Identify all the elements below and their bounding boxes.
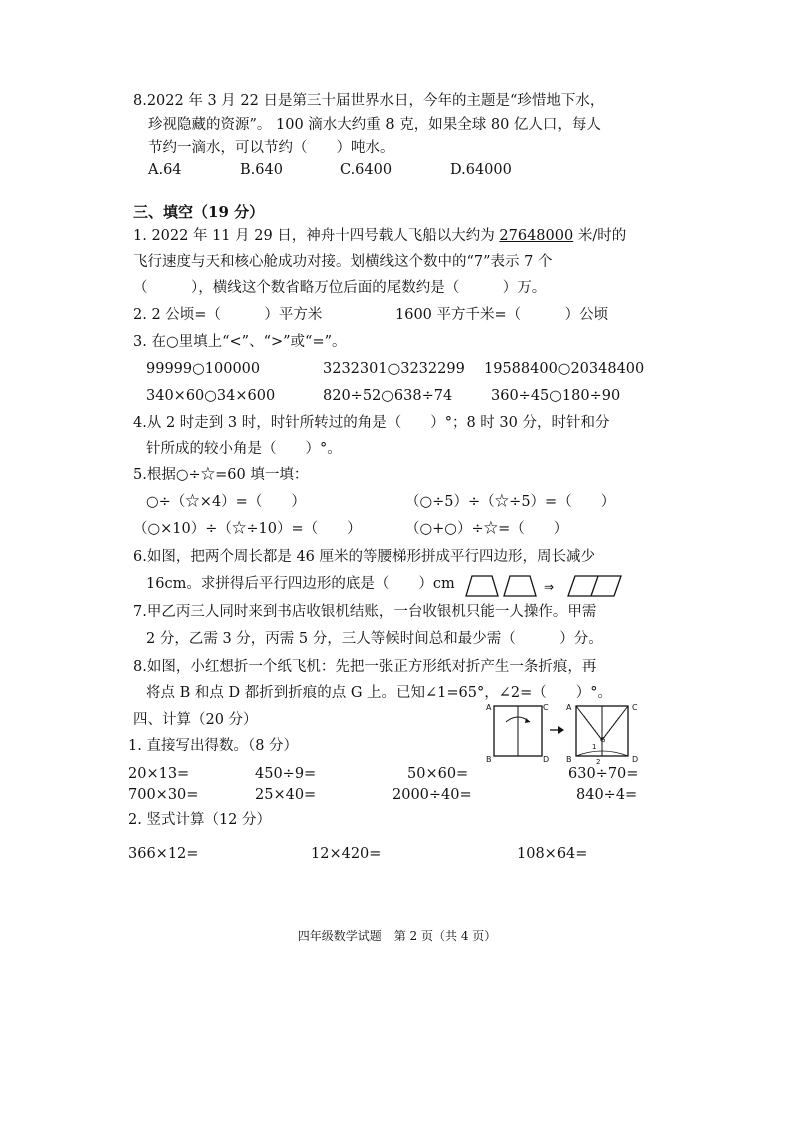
label-c-left: C (543, 703, 549, 712)
vertical-calc-1: 366×12= (128, 846, 199, 862)
calc-r2c2: 25×40= (255, 787, 317, 803)
calc-r2c3: 2000÷40= (392, 787, 472, 803)
s3-q1-line2: 飞行速度与天和核心舱成功对接。划横线这个数中的“7”表示 7 个 (133, 254, 553, 270)
s3-q5-b: （○÷5）÷（☆÷5）=（ ） (405, 494, 616, 510)
s3-q3-title: 3. 在○里填上“<”、“>”或“=”。 (133, 334, 347, 350)
calc-r1c3: 50×60= (407, 766, 469, 782)
mc8-option-d: D.64000 (450, 162, 512, 178)
label-a-left: A (486, 703, 492, 712)
mc8-option-a: A.64 (148, 162, 182, 178)
paper-fold-figure (484, 700, 644, 768)
s4-q1-title: 1. 直接写出得数。（8 分） (128, 738, 299, 754)
calc-r1c2: 450÷9= (255, 766, 317, 782)
s3-q3-r1c3: 19588400○20348400 (484, 361, 645, 377)
s3-q3-r2c2: 820÷52○638÷74 (323, 388, 453, 404)
s3-q3-r2c1: 340×60○34×600 (146, 388, 276, 404)
calc-r1c4: 630÷70= (568, 766, 639, 782)
section3-title: 三、填空（19 分） (133, 203, 265, 221)
vertical-calc-2: 12×420= (311, 846, 382, 862)
s4-q2-title: 2. 竖式计算（12 分） (128, 812, 272, 828)
point-g-label: G (600, 736, 606, 744)
s3-q1-post: 米/时的 (573, 228, 627, 244)
label-c-right: C (632, 703, 638, 712)
s3-q6-line1: 6.如图，把两个周长都是 46 厘米的等腰梯形拼成平行四边形，周长减少 (133, 549, 596, 565)
s3-q1-line3: （ ），横线这个数省略万位后面的尾数约是（ ）万。 (133, 280, 547, 296)
s3-q4-line1: 4.从 2 时走到 3 时，时针所转过的角是（ ）°；8 时 30 分，时针和分 (133, 415, 610, 431)
parallelogram-divider (591, 576, 598, 596)
label-d-right: D (632, 755, 639, 764)
right-arrow-icon (558, 726, 564, 734)
s3-q5-c: （○×10）÷（☆÷10）=（ ） (133, 521, 362, 537)
angle-1-label: 1 (592, 743, 597, 751)
label-a-right: A (566, 703, 572, 712)
mc8-option-b: B.640 (240, 162, 283, 178)
trapezoid-figure (464, 572, 632, 600)
s3-q1-line1 (133, 227, 626, 245)
mc8-option-c: C.6400 (340, 162, 393, 178)
section4-title: 四、计算（20 分） (133, 712, 258, 728)
vertical-calc-3: 108×64= (517, 846, 588, 862)
s3-q3-r1c1: 99999○100000 (146, 361, 261, 377)
s3-q3-r2c3: 360÷45○180÷90 (491, 388, 621, 404)
s3-q2-b: 1600 平方千米=（ ）公顷 (395, 307, 609, 323)
angle-2-label: 2 (596, 758, 601, 766)
mc8-line3: 节约一滴水，可以节约（ ）吨水。 (148, 140, 395, 156)
s3-q7-line1: 7.甲乙丙三人同时来到书店收银机结账，一台收银机只能一人操作。甲需 (133, 604, 597, 620)
arrow-icon: ⇒ (544, 580, 555, 594)
trapezoid-2 (504, 576, 536, 596)
underlined-number: 27648000 (499, 228, 574, 244)
s3-q6-line2: 16cm。求拼得后平行四边形的底是（ ）cm (146, 576, 455, 592)
s3-q7-line2: 2 分，乙需 3 分，丙需 5 分，三人等候时间总和最少需（ ）分。 (146, 631, 603, 647)
label-d-left: D (543, 755, 550, 764)
page-footer: 四年级数学试题 第 2 页（共 4 页） (297, 929, 497, 943)
s3-q4-line2: 针所成的较小角是（ ）°。 (146, 441, 342, 457)
s3-q5-d: （○+○）÷☆=（ ） (405, 521, 569, 537)
mc8-line1: 8.2022 年 3 月 22 日是第三十届世界水日，今年的主题是“珍惜地下水， (133, 93, 605, 109)
label-b-right: B (566, 755, 572, 764)
calc-r2c1: 700×30= (128, 787, 199, 803)
calc-r2c4: 840÷4= (576, 787, 638, 803)
mc8-line2: 珍视隐藏的资源”。 100 滴水大约重 8 克，如果全球 80 亿人口，每人 (148, 117, 601, 133)
s3-q1-pre: 1. 2022 年 11 月 29 日，神舟十四号载人飞船以大约为 (133, 228, 500, 244)
s3-q2-a: 2. 2 公顷=（ ）平方米 (133, 307, 323, 323)
s3-q5-a: ○÷（☆×4）=（ ） (146, 494, 306, 510)
s3-q5-title: 5.根据○÷☆=60 填一填： (133, 467, 309, 483)
s3-q3-r1c2: 3232301○3232299 (323, 361, 465, 377)
s3-q8-line2: 将点 B 和点 D 都折到折痕的点 G 上。已知∠1=65°，∠2=（ ）°。 (146, 685, 613, 701)
calc-r1c1: 20×13= (128, 766, 190, 782)
trapezoid-1 (466, 576, 498, 596)
s3-q8-line1: 8.如图，小红想折一个纸飞机：先把一张正方形纸对折产生一条折痕，再 (133, 659, 597, 675)
label-b-left: B (486, 755, 492, 764)
